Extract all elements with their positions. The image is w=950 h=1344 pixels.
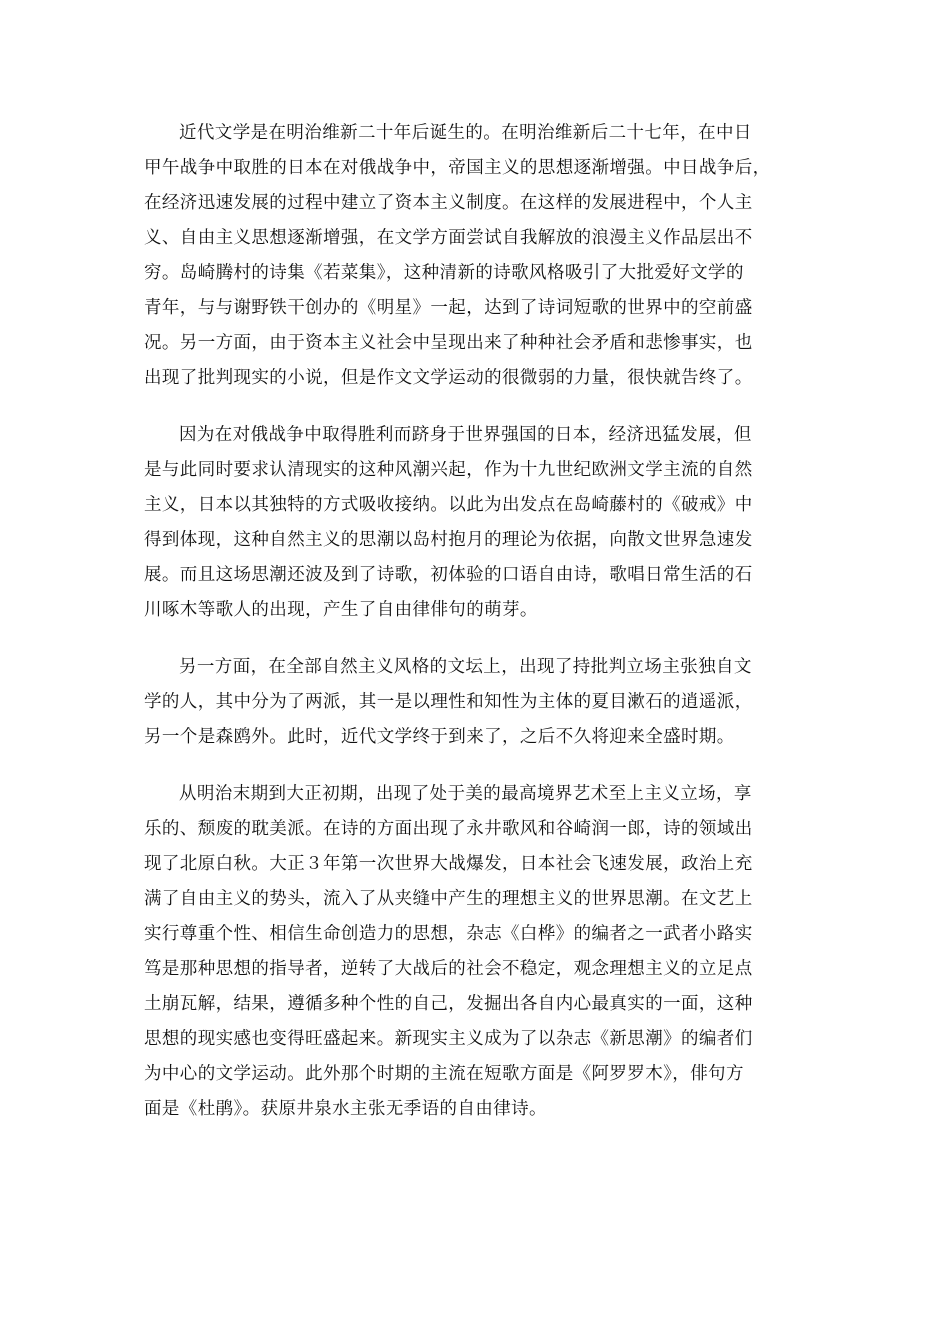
paragraph-3: 另一方面，在全部自然主义风格的文坛上，出现了持批判立场主张独自文 学的人，其中分为了两派，其一是以理性和知性为主体的夏目漱石的逍遥派， 另一个是森鸥外。此时，近代文学终于到来了，之后不久将迎来全盛时期。 [144,657,753,747]
paragraph-2: 因为在对俄战争中取得胜利而跻身于世界强国的日本，经济迅猛发展，但 是与此同时要求认清现实的这种风潮兴起，作为十九世纪欧洲文学主流的自然 主义，日本以其独特的方式吸收接纳。以此为出发点在岛崎藤村的《破戒》中 得到体现，这种自然主义的思潮以岛村抱月的理论为依据，向散文世界急速发 展。而且这场思潮还波及到了诗歌，初体验的口语自由诗，歌唱日常生活的石 川啄木等歌人的出现，产生了自由律俳句的萌芽。 [144,425,753,620]
document-body [144,116,810,1149]
paragraph-1: 近代文学是在明治维新二十年后诞生的。在明治维新后二十七年，在中日 甲午战争中取胜的日本在对俄战争中，帝国主义的思想逐渐增强。中日战争后， 在经济迅速发展的过程中建立了资本主义制度。在这样的发展进程中，个人主 义、自由主义思想逐渐增强，在文学方面尝试自我解放的浪漫主义作品层出不 穷。岛崎腾村的诗集《若菜集》，这种清新的诗歌风格吸引了大批爱好文学的 青年，与与谢野铁干创办的《明星》一起，达到了诗词短歌的世界中的空前盛 况。另一方面，由于资本主义社会中呈现出来了种种社会矛盾和悲惨事实，也 出现了批判现实的小说，但是作文文学运动的很微弱的力量，很快就告终了。 [144,123,771,388]
paragraph-4: 从明治末期到大正初期，出现了处于美的最高境界艺术至上主义立场，享 乐的、颓废的耽美派。在诗的方面出现了永井歌风和谷崎润一郎，诗的领域出 现了北原白秋。大正３年第一次世界大战爆发，日本社会飞速发展，政治上充 满了自由主义的势头，流入了从夹缝中产生的理想主义的世界思潮。在文艺上 实行尊重个性、相信生命创造力的思想，杂志《白桦》的编者之一武者小路实 笃是那种思想的指导者，逆转了大战后的社会不稳定，观念理想主义的立足点 土崩瓦解，结果，遵循多种个性的自己，发掘出各自内心最真实的一面，这种 思想的现实感也变得旺盛起来。新现实主义成为了以杂志《新思潮》的编者们 为中心的文学运动。此外那个时期的主流在短歌方面是《阿罗罗木》，俳句方 面是《杜鹃》。获原井泉水主张无季语的自由律诗。 [144,784,753,1119]
